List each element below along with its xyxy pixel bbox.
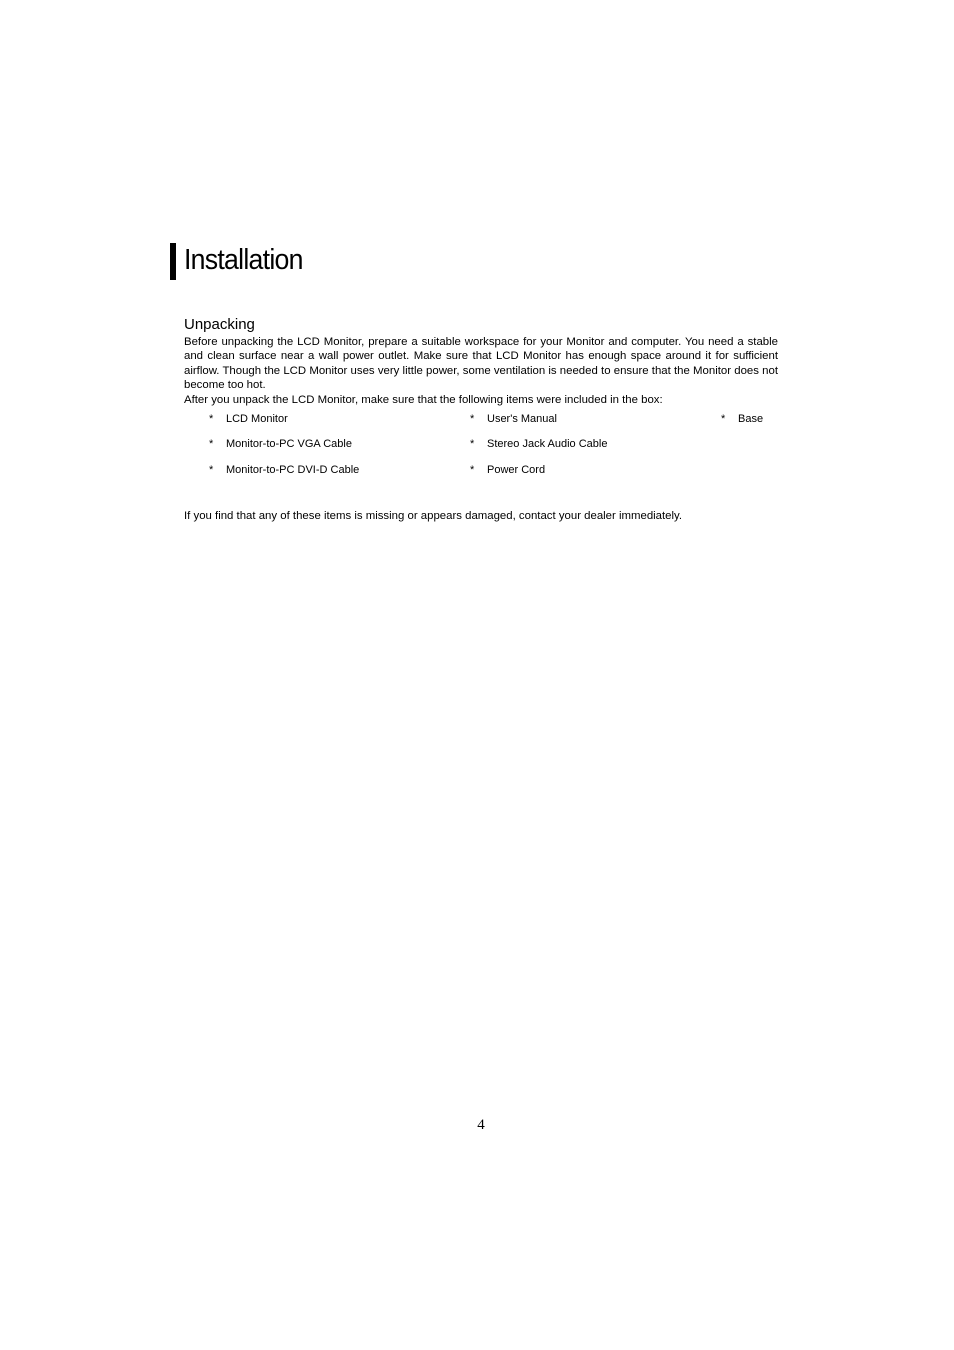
list-item-label: Monitor-to-PC VGA Cable (226, 438, 352, 450)
list-item-label: Base (738, 413, 764, 425)
bullet: * (470, 464, 475, 476)
list-item-label: Stereo Jack Audio Cable (487, 438, 608, 450)
section-title-bar (170, 243, 176, 280)
section-heading: Unpacking (184, 316, 255, 333)
page-number: 4 (477, 1117, 485, 1133)
bullet: * (470, 438, 475, 450)
list-item-label: Monitor-to-PC DVI-D Cable (226, 464, 360, 476)
bullet: * (209, 438, 214, 450)
list-item-label: User's Manual (487, 413, 557, 425)
closing-paragraph: If you find that any of these items is missing or appears damaged, contact your dealer immediately. (184, 510, 683, 522)
bullet: * (209, 464, 214, 476)
list-item-label: LCD Monitor (226, 413, 288, 425)
page-title: Installation (184, 244, 303, 276)
bullet: * (470, 413, 475, 425)
bullet: * (209, 413, 214, 425)
bullet: * (721, 413, 726, 425)
contents-intro-paragraph: After you unpack the LCD Monitor, make sure that the following items were included in the box: (184, 394, 663, 406)
intro-paragraph: Before unpacking the LCD Monitor, prepare a suitable workspace for your Monitor and computer. You need a stable and clean surface near a wall power outlet. Make sure that LCD Monitor has enough space around it for sufficient airflow. Though the LCD Monitor uses very little power, some ventilation is needed to ensure that the Monitor does not become too hot. (184, 336, 778, 392)
list-item-label: Power Cord (487, 464, 546, 476)
